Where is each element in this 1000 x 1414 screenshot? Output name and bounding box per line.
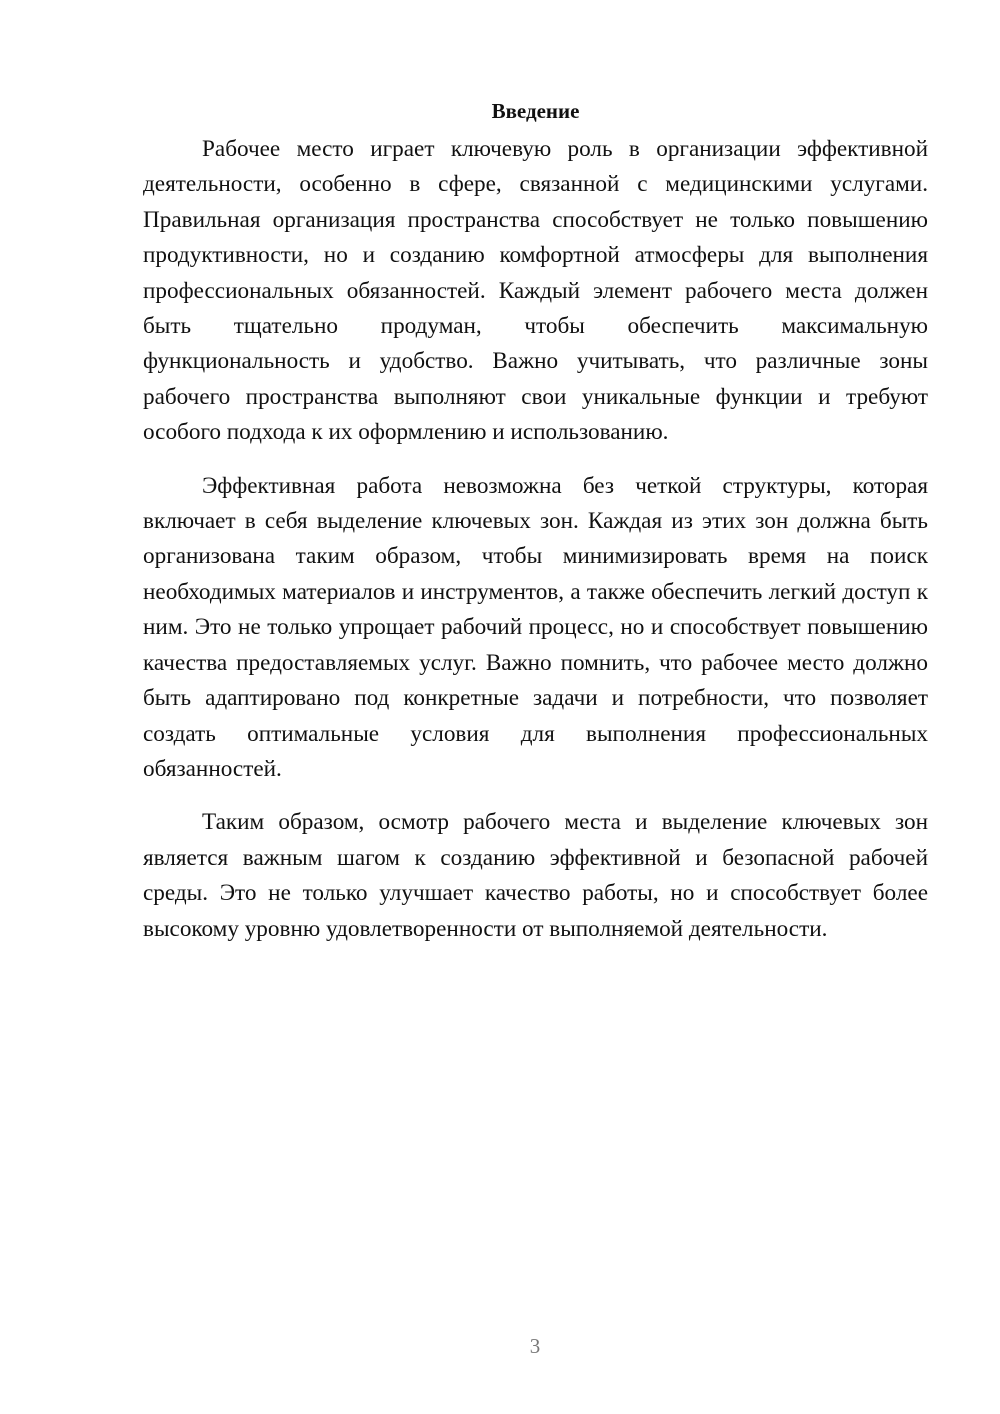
paragraph-3: Таким образом, осмотр рабочего места и выделение ключевых зон является важным шагом к созданию эффективной и безопасной рабочей среды. Это не только улучшает качество работы, но и способствует более высокому уровню удовлетворенности от выполняемой деятельности. (143, 809, 928, 942)
document-page (143, 93, 928, 965)
paragraph-1: Рабочее место играет ключевую роль в организации эффективной деятельности, особенно в сфере, связанной с медицинскими услугами. Правильная организация пространства способствует не только повышению продуктивности, но и созданию комфортной атмосферы для выполнения профессиональных обязанностей. Каждый элемент рабочего места должен быть тщательно продуман, чтобы обеспечить максимальную функциональность и удобство. Важно учитывать, что различные зоны рабочего пространства выполняют свои уникальные функции и требуют особого подхода к их оформлению и использованию. (143, 136, 928, 446)
page-number: 3 (529, 1334, 541, 1358)
paragraph-2: Эффективная работа невозможна без четкой структуры, которая включает в себя выделение ключевых зон. Каждая из этих зон должна быть организована таким образом, чтобы минимизировать время на поиск необходимых материалов и инструментов, а также обеспечить легкий доступ к ним. Это не только упрощает рабочий процесс, но и способствует повышению качества предоставляемых услуг. Важно помнить, что рабочее место должно быть адаптировано под конкретные задачи и потребности, что позволяет создать оптимальные условия для выполнения профессиональных обязанностей. (143, 472, 928, 782)
section-title: Введение (491, 99, 580, 123)
